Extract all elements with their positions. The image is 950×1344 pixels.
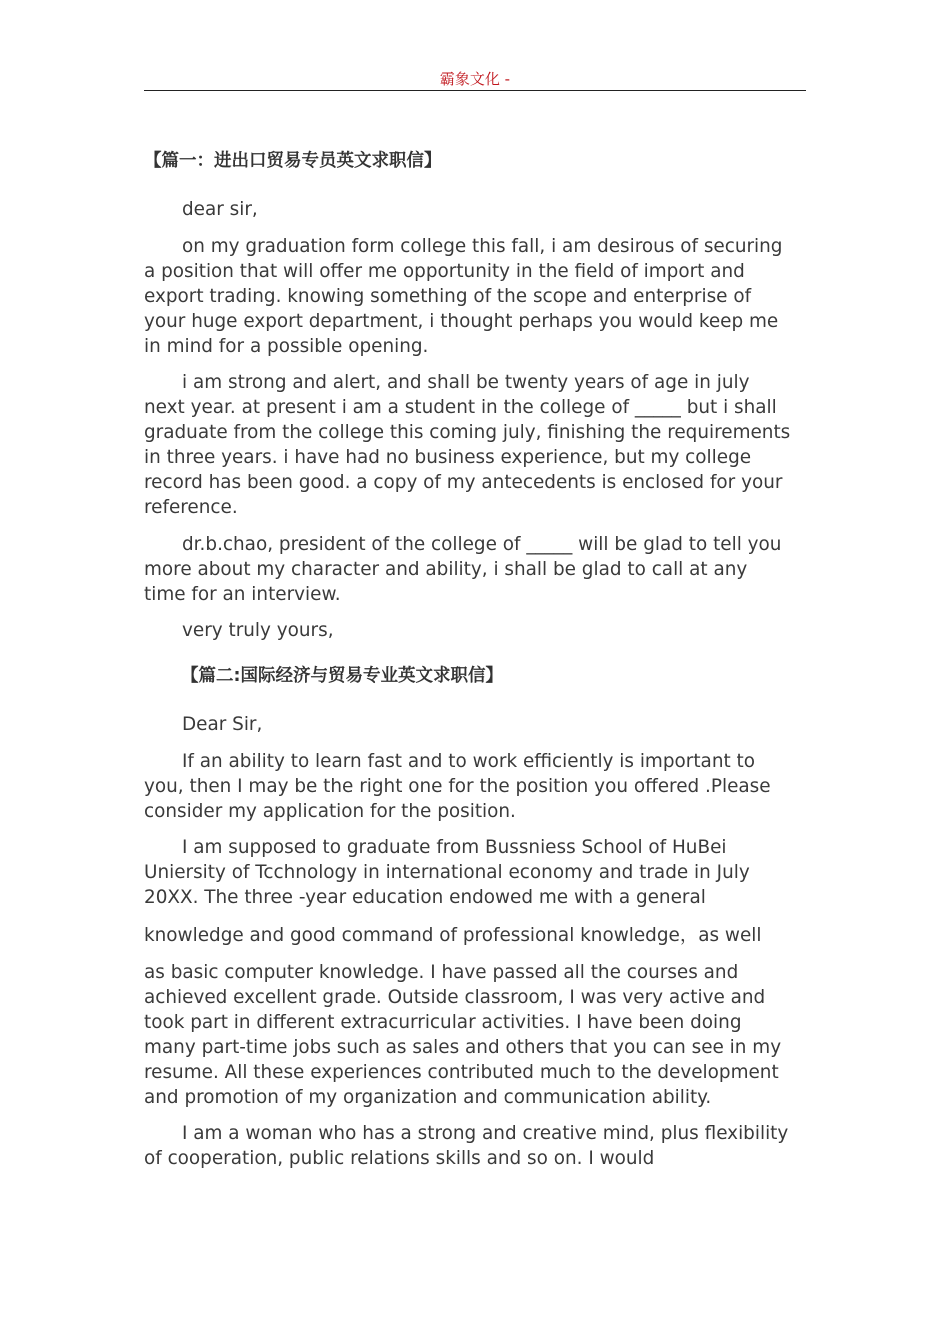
section-2-paragraph-continued: knowledge and good command of professional knowledge，as well — [144, 925, 762, 946]
section-1-salutation: dear sir, — [182, 199, 258, 220]
section-1-closing: very truly yours, — [182, 620, 334, 641]
section-2-salutation: Dear Sir, — [182, 714, 263, 735]
section-1-paragraph: on my graduation form college this fall, i am desirous of securing a position that will offer me opportunity in the field of import and export trading. knowing something of the scope and enterprise of your huge export department, i thought perhaps you would keep me in mind for a possible opening. — [144, 235, 783, 357]
page-header-title: 霸象文化 - — [439, 70, 511, 88]
section-2-paragraph-continued: as basic computer knowledge. I have passed all the courses and achieved excellent grade. Outside classroom, I was very active and took part in different extracurricular activities. I have been doing many part-time jobs such as sales and others that you can see in my resume. All these experiences contributed much to the development and promotion of my organization and communication ability. — [144, 961, 782, 1108]
section-1-paragraph: i am strong and alert, and shall be twenty years of age in july next year. at present i am a student in the college of _____ but i shall graduate from the college this coming july, finishing the requirements in three years. i have had no business experience, but my college record has been good. a copy of my antecedents is enclosed for your reference. — [144, 372, 791, 518]
section-2-paragraph: I am supposed to graduate from Bussniess School of HuBei Uniersity of Tcchnology in international economy and trade in July 20XX. The three -year education endowed me with a general — [144, 837, 750, 908]
document-body — [144, 148, 794, 1183]
section-1-heading: 【篇一：进出口贸易专员英文求职信】 — [144, 151, 442, 171]
section-2-paragraph: If an ability to learn fast and to work efficiently is important to you, then I may be the right one for the position you offered .Please consider my application for the position. — [144, 750, 771, 822]
section-2-heading: 【篇二:国际经济与贸易专业英文求职信】 — [181, 666, 503, 686]
header-divider — [144, 90, 806, 91]
section-2-paragraph: I am a woman who has a strong and creative mind, plus flexibility of cooperation, public relations skills and so on. I would — [144, 1123, 789, 1169]
section-1-paragraph: dr.b.chao, president of the college of _____ will be glad to tell you more about my character and ability, i shall be glad to call at any time for an interview. — [144, 533, 782, 605]
